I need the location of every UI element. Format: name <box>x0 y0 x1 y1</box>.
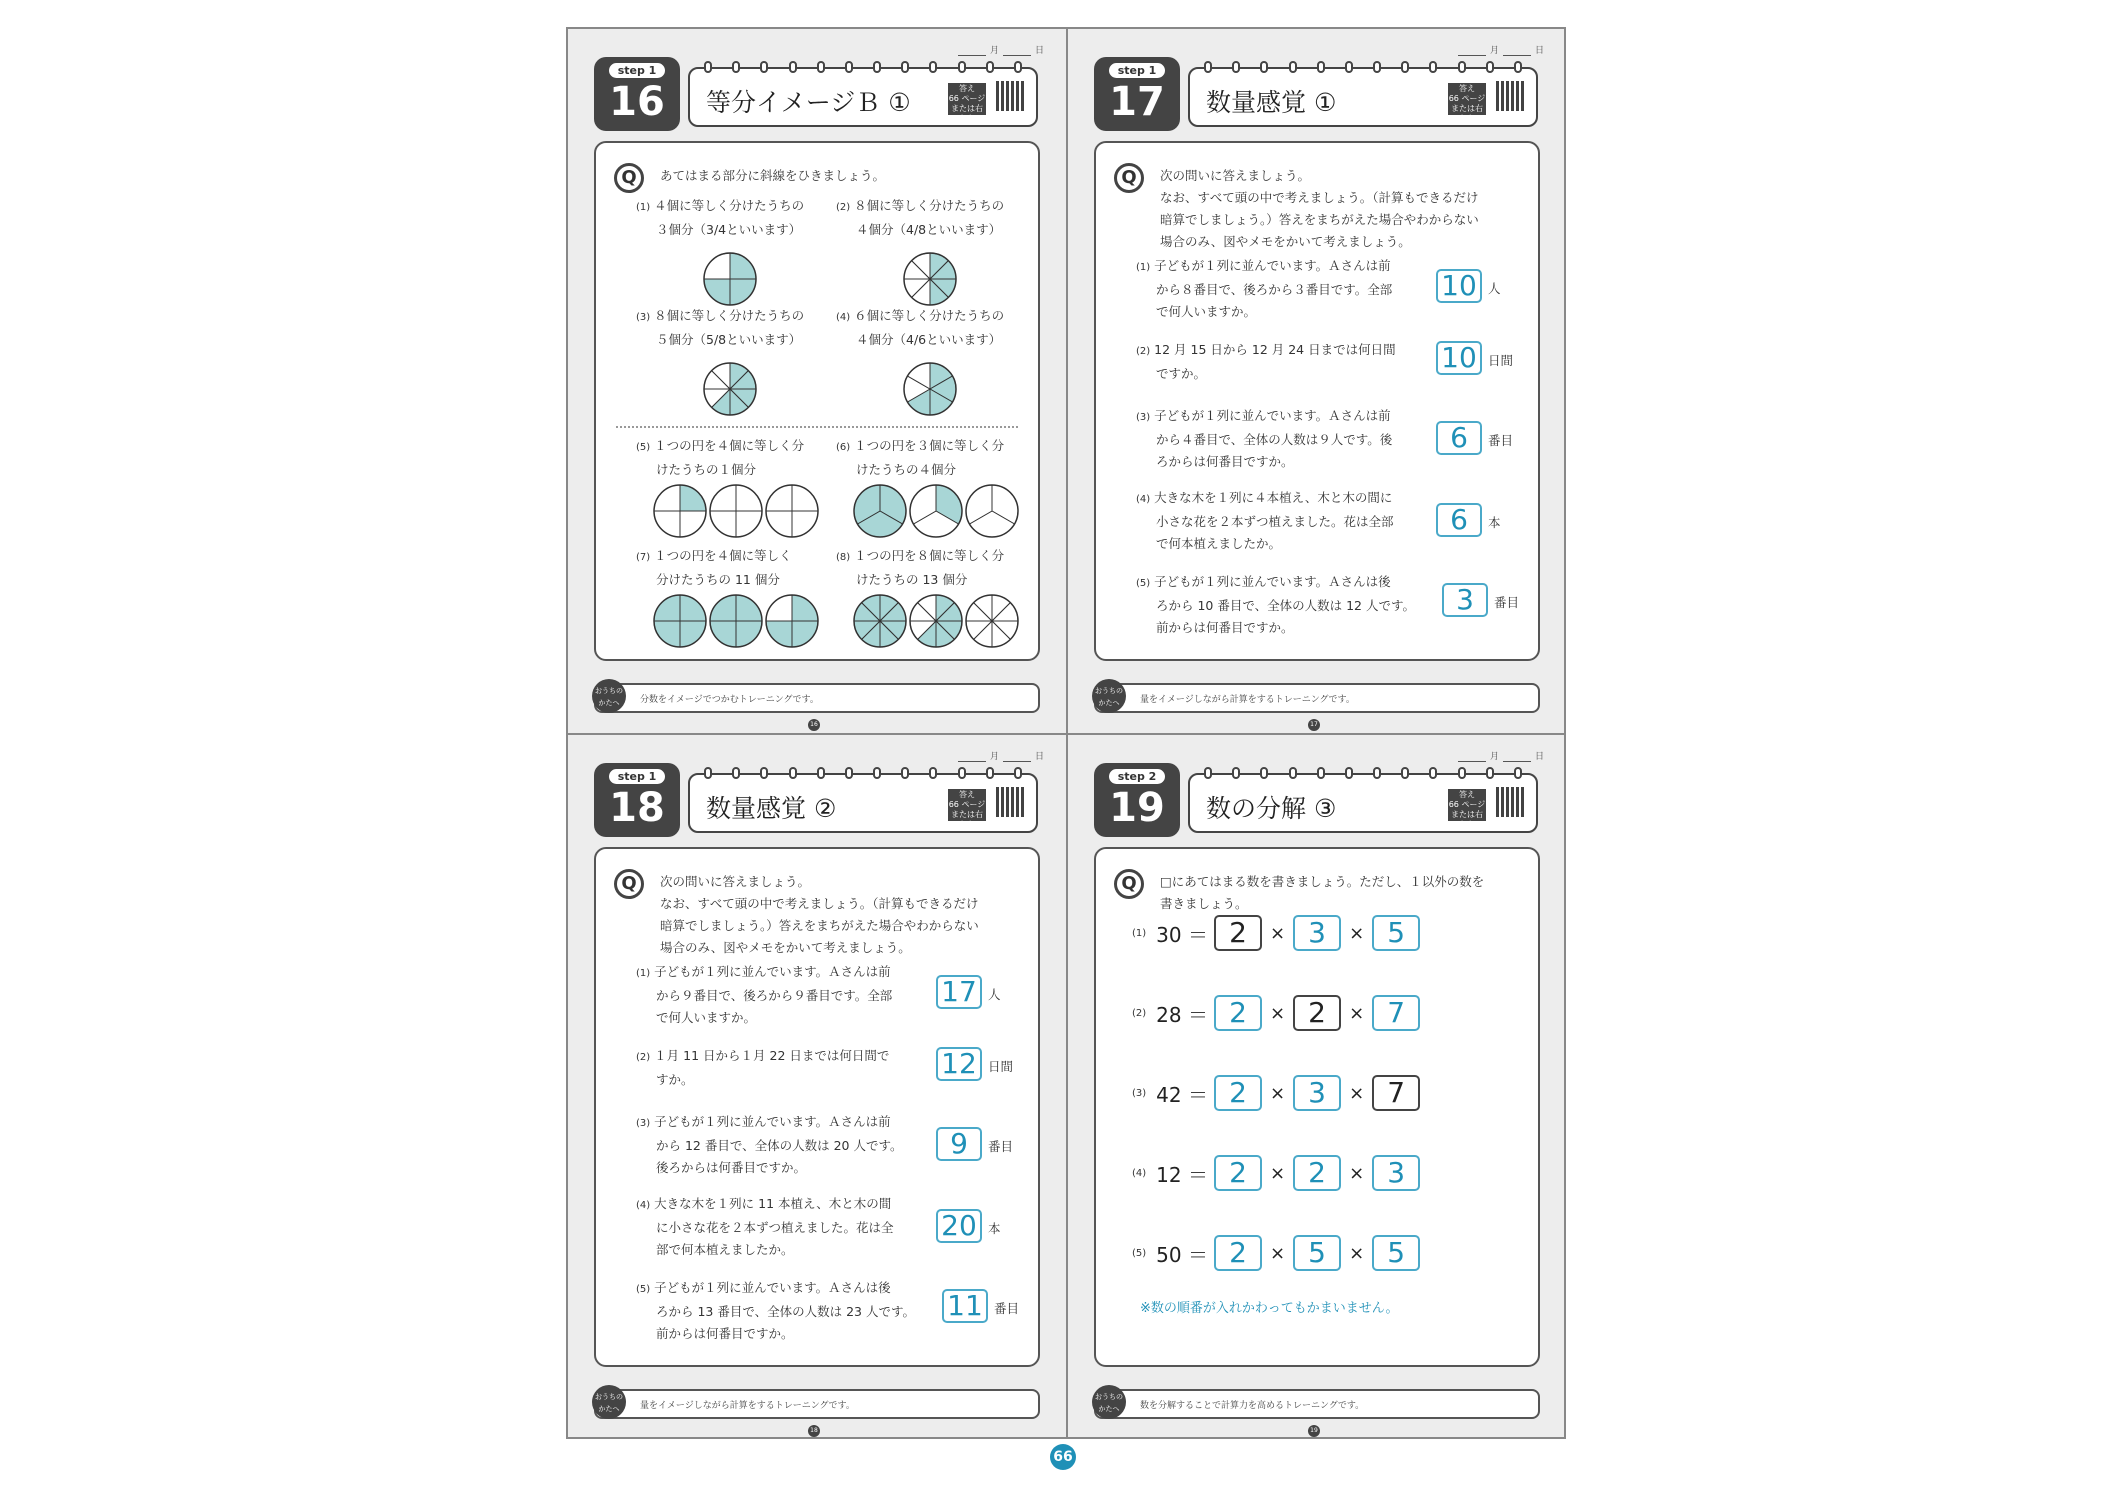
answer-page-icon: 答え 66 ページ または右から <box>948 790 986 829</box>
factor-box[interactable]: 7 <box>1372 1075 1420 1111</box>
factor-box[interactable]: 2 <box>1214 995 1262 1031</box>
parent-note-text: 数を分解することで計算力を高めるトレーニングです。 <box>1140 1401 1365 1411</box>
title-box <box>688 67 1038 127</box>
equation-label: (2) <box>1132 1007 1147 1019</box>
home-icon: おうちの かたへ <box>1092 1385 1126 1419</box>
worksheet-18 <box>568 735 1066 1439</box>
factor-box[interactable]: 2 <box>1293 995 1341 1031</box>
equation-row <box>1132 995 1420 1031</box>
instruction-text: □にあてはまる数を書きましょう。ただし、１以外の数を 書きましょう。 <box>1160 874 1485 911</box>
qr-code-icon[interactable] <box>996 81 1026 111</box>
page-number-19: 19 <box>1308 1425 1320 1437</box>
question-box <box>1094 141 1540 661</box>
question-2: (2) １月 11 日から１月 22 日までは何日間で すか。 <box>636 1048 890 1087</box>
date-field: 月 日 <box>958 43 1044 56</box>
question-icon: Q <box>614 869 644 899</box>
times-sign: × <box>1349 1002 1365 1024</box>
step-label: step 2 <box>1109 769 1165 784</box>
lesson-number-badge <box>594 57 680 131</box>
equation-lhs: 12 ＝ <box>1156 1162 1208 1187</box>
worksheet-19 <box>1068 735 1566 1439</box>
fraction-row-6 <box>852 483 1022 539</box>
home-icon: おうちの かたへ <box>1092 679 1126 713</box>
question-3: (3) 子どもが１列に並んでいます。Ａさんは前 から 12 番目で、全体の人数は 20 人です。 後ろからは何番目ですか。 <box>636 1114 903 1175</box>
lesson-number-badge <box>594 763 680 837</box>
answer-4[interactable]: 20 <box>936 1209 982 1243</box>
fraction-circle-4 <box>902 361 958 417</box>
equation-label: (1) <box>1132 927 1147 939</box>
item-5: (5) １つの円を４個に等しく分 けたうちの１個分 <box>636 438 805 477</box>
date-field: 月 日 <box>958 749 1044 762</box>
unit-2: 日間 <box>1488 353 1514 368</box>
answer-2[interactable]: 12 <box>936 1047 982 1081</box>
unit-1: 人 <box>1488 281 1501 296</box>
dotted-divider <box>616 426 1018 428</box>
factor-box[interactable]: 5 <box>1372 915 1420 951</box>
factor-box[interactable]: 2 <box>1214 1155 1262 1191</box>
parent-note-text: 分数をイメージでつかむトレーニングです。 <box>640 695 819 705</box>
times-sign: × <box>1269 1082 1286 1104</box>
equation-row <box>1132 1235 1420 1271</box>
date-field: 月 日 <box>1458 749 1544 762</box>
question-4: (4) 大きな木を１列に 11 本植え、木と木の間 に小さな花を２本ずつ植えました。花は全 部で何本植えましたか。 <box>636 1196 894 1257</box>
order-note: ※数の順番が入れかわってもかまいません。 <box>1140 1301 1399 1316</box>
equation-label: (4) <box>1132 1167 1147 1179</box>
lesson-title: 数量感覚 ② <box>706 794 837 823</box>
factor-box[interactable]: 5 <box>1372 1235 1420 1271</box>
parent-note-bar <box>1094 683 1540 713</box>
qr-code-icon[interactable] <box>1496 787 1526 817</box>
factor-box[interactable]: 2 <box>1214 1235 1262 1271</box>
page-number-17: 17 <box>1308 719 1320 731</box>
answer-page-icon: 答え 66 ページ または右から <box>948 84 986 123</box>
item-4: (4) ６個に等しく分けたうちの ４個分（4/6といいます） <box>836 308 1005 347</box>
lesson-title: 等分イメージＢ ① <box>706 88 911 117</box>
equation-row <box>1132 915 1420 951</box>
parent-note-text: 量をイメージしながら計算をするトレーニングです。 <box>640 1401 855 1411</box>
item-6: (6) １つの円を３個に等しく分 けたうちの４個分 <box>836 438 1005 477</box>
equation-lhs: 50 ＝ <box>1156 1242 1208 1267</box>
item-2: (2) ８個に等しく分けたうちの ４個分（4/8といいます） <box>836 198 1005 237</box>
factor-box[interactable]: 2 <box>1293 1155 1341 1191</box>
times-sign: × <box>1269 1242 1286 1264</box>
factor-box[interactable]: 2 <box>1214 1075 1262 1111</box>
page-number-16: 16 <box>808 719 820 731</box>
fraction-circle-2 <box>902 251 958 307</box>
lesson-number-badge <box>1094 763 1180 837</box>
parent-note-bar <box>1094 1389 1540 1419</box>
question-box <box>1094 847 1540 1367</box>
lesson-number: 19 <box>1109 785 1165 831</box>
equation-lhs: 28 ＝ <box>1156 1002 1208 1027</box>
factor-box[interactable]: 3 <box>1293 1075 1341 1111</box>
instruction-text: 次の問いに答えましょう。 なお、すべて頭の中で考えましょう。（計算もできるだけ 暗算でしましょう。）答えをまちがえた場合やわからない 場合のみ、図やメモをかいて考えましょう。 <box>660 874 979 955</box>
times-sign: × <box>1349 1162 1365 1184</box>
instruction-text: あてはまる部分に斜線をひきましょう。 <box>660 168 886 183</box>
factor-box[interactable]: 5 <box>1293 1235 1341 1271</box>
unit-4: 本 <box>1488 515 1501 530</box>
lesson-title: 数量感覚 ① <box>1206 88 1337 117</box>
home-icon: おうちの かたへ <box>592 1385 626 1419</box>
question-icon: Q <box>1114 163 1144 193</box>
lesson-number-badge <box>1094 57 1180 131</box>
unit-3: 番目 <box>988 1139 1014 1154</box>
answer-3[interactable]: 6 <box>1436 421 1482 455</box>
answer-4[interactable]: 6 <box>1436 503 1482 537</box>
factor-box[interactable]: 3 <box>1293 915 1341 951</box>
unit-1: 人 <box>988 987 1001 1002</box>
lesson-number: 18 <box>609 785 665 831</box>
equation-row <box>1132 1075 1420 1111</box>
question-4: (4) 大きな木を１列に４本植え、木と木の間に 小さな花を２本ずつ植えました。花は全部 で何本植えましたか。 <box>1136 490 1394 551</box>
answer-1[interactable]: 10 <box>1436 269 1482 303</box>
title-box <box>688 773 1038 833</box>
times-sign: × <box>1269 1162 1286 1184</box>
item-3: (3) ８個に等しく分けたうちの ５個分（5/8といいます） <box>636 308 805 347</box>
fraction-row-7 <box>652 593 822 649</box>
question-2: (2) 12 月 15 日から 12 月 24 日までは何日間 ですか。 <box>1136 342 1396 381</box>
page-number-18: 18 <box>808 1425 820 1437</box>
question-icon: Q <box>614 163 644 193</box>
item-1: (1) ４個に等しく分けたうちの ３個分（3/4といいます） <box>636 198 805 237</box>
answer-5[interactable]: 11 <box>942 1289 988 1323</box>
times-sign: × <box>1269 1002 1286 1024</box>
unit-4: 本 <box>988 1221 1001 1236</box>
unit-2: 日間 <box>988 1059 1014 1074</box>
date-field: 月 日 <box>1458 43 1544 56</box>
times-sign: × <box>1269 922 1286 944</box>
question-box <box>594 847 1040 1367</box>
equation-label: (5) <box>1132 1247 1147 1259</box>
question-5: (5) 子どもが１列に並んでいます。Ａさんは後 ろから 13 番目で、全体の人数は 23 人です。 前からは何番目ですか。 <box>636 1280 915 1341</box>
answer-3[interactable]: 9 <box>936 1127 982 1161</box>
question-box <box>594 141 1040 661</box>
qr-code-icon[interactable] <box>1496 81 1526 111</box>
lesson-number: 16 <box>609 79 665 125</box>
question-5: (5) 子どもが１列に並んでいます。Ａさんは後 ろから 10 番目で、全体の人数は 12 人です。 前からは何番目ですか。 <box>1136 574 1415 635</box>
factor-box[interactable]: 3 <box>1372 1155 1420 1191</box>
lesson-title: 数の分解 ③ <box>1206 794 1337 823</box>
fraction-circle-3 <box>702 361 758 417</box>
parent-note-bar <box>594 683 1040 713</box>
step-label: step 1 <box>1109 63 1165 78</box>
question-1: (1) 子どもが１列に並んでいます。Ａさんは前 から９番目で、後ろから９番目です。全部 で何人いますか。 <box>636 964 893 1025</box>
workbook-spread <box>566 27 1566 1439</box>
fraction-row-8 <box>852 593 1022 649</box>
unit-5: 番目 <box>994 1301 1020 1316</box>
fraction-circle-1 <box>702 251 758 307</box>
home-icon: おうちの かたへ <box>592 679 626 713</box>
lesson-number: 17 <box>1109 79 1165 125</box>
unit-3: 番目 <box>1488 433 1514 448</box>
instruction-text: 次の問いに答えましょう。 なお、すべて頭の中で考えましょう。（計算もできるだけ 暗算でしましょう。）答えをまちがえた場合やわからない 場合のみ、図やメモをかいて考えましょう。 <box>1160 168 1479 249</box>
times-sign: × <box>1349 1242 1365 1264</box>
factor-box[interactable]: 2 <box>1214 915 1262 951</box>
item-8: (8) １つの円を８個に等しく分 けたうちの 13 個分 <box>836 548 1005 587</box>
step-label: step 1 <box>609 769 665 784</box>
title-box <box>1188 773 1538 833</box>
answer-1[interactable]: 17 <box>936 975 982 1009</box>
page-number-badge: 66 <box>1050 1444 1076 1470</box>
item-7: (7) １つの円を４個に等しく 分けたうちの 11 個分 <box>636 548 792 587</box>
answer-page-icon: 答え 66 ページ または右から <box>1448 790 1486 829</box>
times-sign: × <box>1349 922 1365 944</box>
times-sign: × <box>1349 1082 1365 1104</box>
factor-box[interactable]: 7 <box>1372 995 1420 1031</box>
answer-page-icon: 答え 66 ページ または右から <box>1448 84 1486 123</box>
parent-note-bar <box>594 1389 1040 1419</box>
answer-5[interactable]: 3 <box>1442 583 1488 617</box>
unit-5: 番目 <box>1494 595 1520 610</box>
equation-lhs: 30 ＝ <box>1156 922 1208 947</box>
equation-lhs: 42 ＝ <box>1156 1082 1208 1107</box>
answer-2[interactable]: 10 <box>1436 341 1482 375</box>
worksheet-17 <box>1068 29 1566 733</box>
title-box <box>1188 67 1538 127</box>
parent-note-text: 量をイメージしながら計算をするトレーニングです。 <box>1140 695 1355 705</box>
equation-row <box>1132 1155 1420 1191</box>
question-3: (3) 子どもが１列に並んでいます。Ａさんは前 から４番目で、全体の人数は９人です。後 ろからは何番目ですか。 <box>1136 408 1393 469</box>
question-icon: Q <box>1114 869 1144 899</box>
equation-label: (3) <box>1132 1087 1147 1099</box>
step-label: step 1 <box>609 63 665 78</box>
qr-code-icon[interactable] <box>996 787 1026 817</box>
fraction-row-5 <box>652 483 822 539</box>
worksheet-16 <box>568 29 1066 733</box>
question-1: (1) 子どもが１列に並んでいます。Ａさんは前 から８番目で、後ろから３番目です。全部 で何人いますか。 <box>1136 258 1393 319</box>
